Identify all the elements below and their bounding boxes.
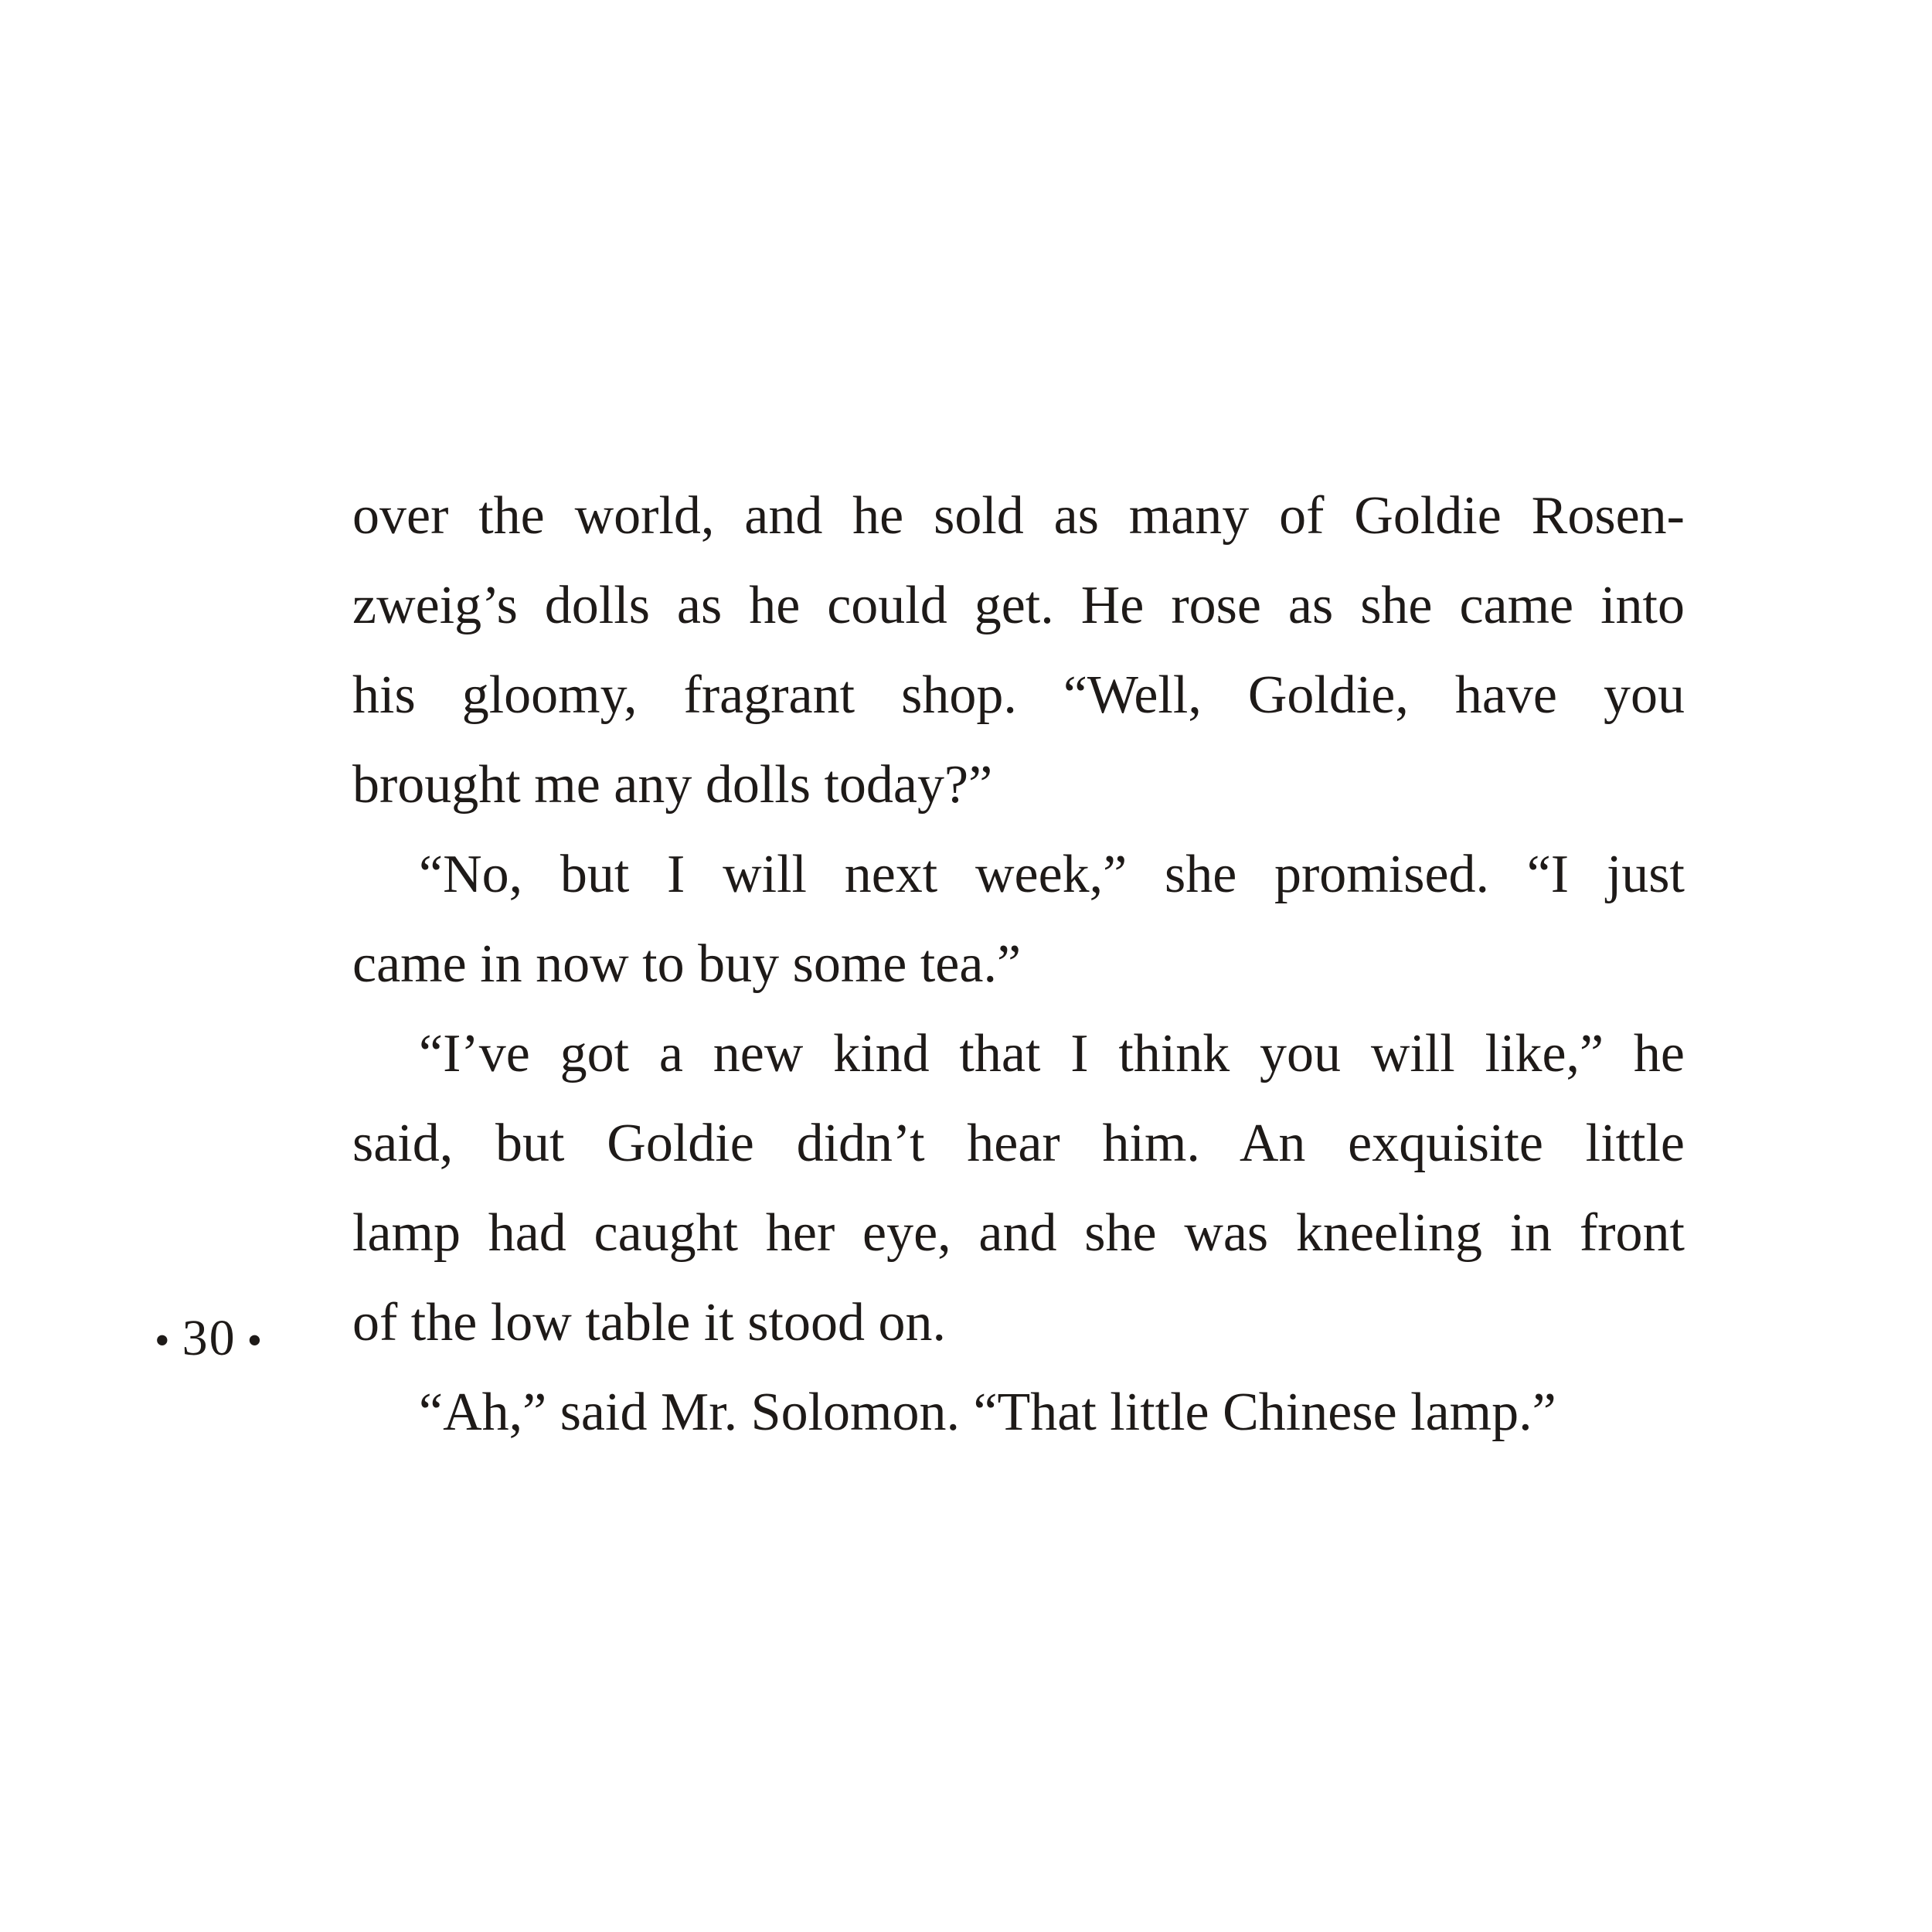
body-text	[352, 471, 1685, 1458]
text-line: of the low table it stood on.	[352, 1293, 946, 1352]
page-number	[144, 1294, 274, 1386]
text-line: came in now to buy some tea.”	[352, 934, 1022, 994]
page-number-dot-right: •	[247, 1317, 264, 1365]
text-line: brought me any dolls today?”	[352, 755, 993, 815]
text-line: said, but Goldie didn’t hear him. An exquisite little	[352, 1114, 1685, 1173]
text-line: zweig’s dolls as he could get. He rose as she came into	[352, 576, 1685, 635]
text-line: his gloomy, fragrant shop. “Well, Goldie, have you	[352, 665, 1685, 725]
page-number-dot-left: •	[155, 1317, 172, 1365]
text-line: “No, but I will next week,” she promised. “I just	[419, 845, 1685, 904]
page-number-value: 30	[182, 1310, 236, 1366]
text-line: over the world, and he sold as many of Goldie Rosen-	[352, 486, 1685, 546]
text-line: lamp had caught her eye, and she was kneeling in front	[352, 1203, 1685, 1263]
text-line: “I’ve got a new kind that I think you will like,” he	[419, 1024, 1685, 1083]
text-line: “Ah,” said Mr. Solomon. “That little Chinese lamp.”	[419, 1383, 1556, 1442]
